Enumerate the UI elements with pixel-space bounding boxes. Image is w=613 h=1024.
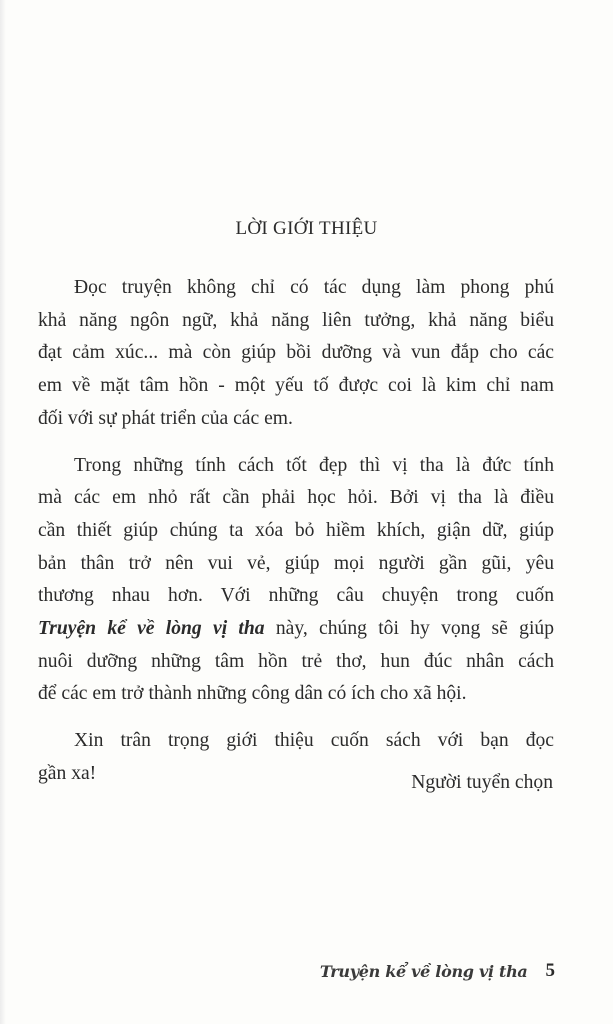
page-footer (320, 956, 555, 986)
text-line: cần thiết giúp chúng ta xóa bỏ hiềm khích, giận dữ, giúp (38, 519, 554, 541)
text-line: Đọc truyện không chỉ có tác dụng làm phong phú (74, 277, 554, 298)
page-number: 5 (545, 960, 555, 981)
text-line: mà các em nhỏ rất cần phải học hỏi. Bởi vị tha là điều (38, 487, 554, 509)
text-line: đối với sự phát triển của các em. (38, 407, 293, 429)
body-text (38, 272, 554, 805)
text-line: khả năng ngôn ngữ, khả năng liên tưởng, khả năng biểu (38, 309, 554, 331)
signature: Người tuyển chọn (411, 772, 553, 793)
text-line: Trong những tính cách tốt đẹp thì vị tha là đức tính (74, 454, 554, 476)
book-title-inline: Truyện kể về lòng vị tha (38, 618, 265, 640)
text-line: đạt cảm xúc... mà còn giúp bồi dưỡng và vun đắp cho các (38, 342, 554, 364)
text-line: em về mặt tâm hồn - một yếu tố được coi là kim chỉ nam (38, 375, 554, 397)
text-line: để các em trở thành những công dân có ích cho xã hội. (38, 683, 467, 705)
text-line-with-title (38, 613, 554, 646)
text-line: gần xa! (38, 762, 97, 784)
text-line: thương nhau hơn. Với những câu chuyện trong cuốn (38, 585, 554, 607)
text-line: Xin trân trọng giới thiệu cuốn sách với bạn đọc (74, 730, 554, 752)
footer-book-title: Truyện kể về lòng vị tha (319, 961, 528, 981)
paragraph-1 (38, 272, 554, 436)
page-heading: LỜI GIỚI THIỆU (235, 218, 378, 239)
text-line: nuôi dưỡng những tâm hồn trẻ thơ, hun đúc nhân cách (38, 650, 554, 672)
paragraph-2 (38, 450, 554, 712)
text-line: bản thân trở nên vui vẻ, giúp mọi người gần gũi, yêu (38, 552, 554, 574)
page-gutter-shadow (0, 0, 6, 1024)
text-line-rest: này, chúng tôi hy vọng sẽ giúp (264, 618, 554, 640)
